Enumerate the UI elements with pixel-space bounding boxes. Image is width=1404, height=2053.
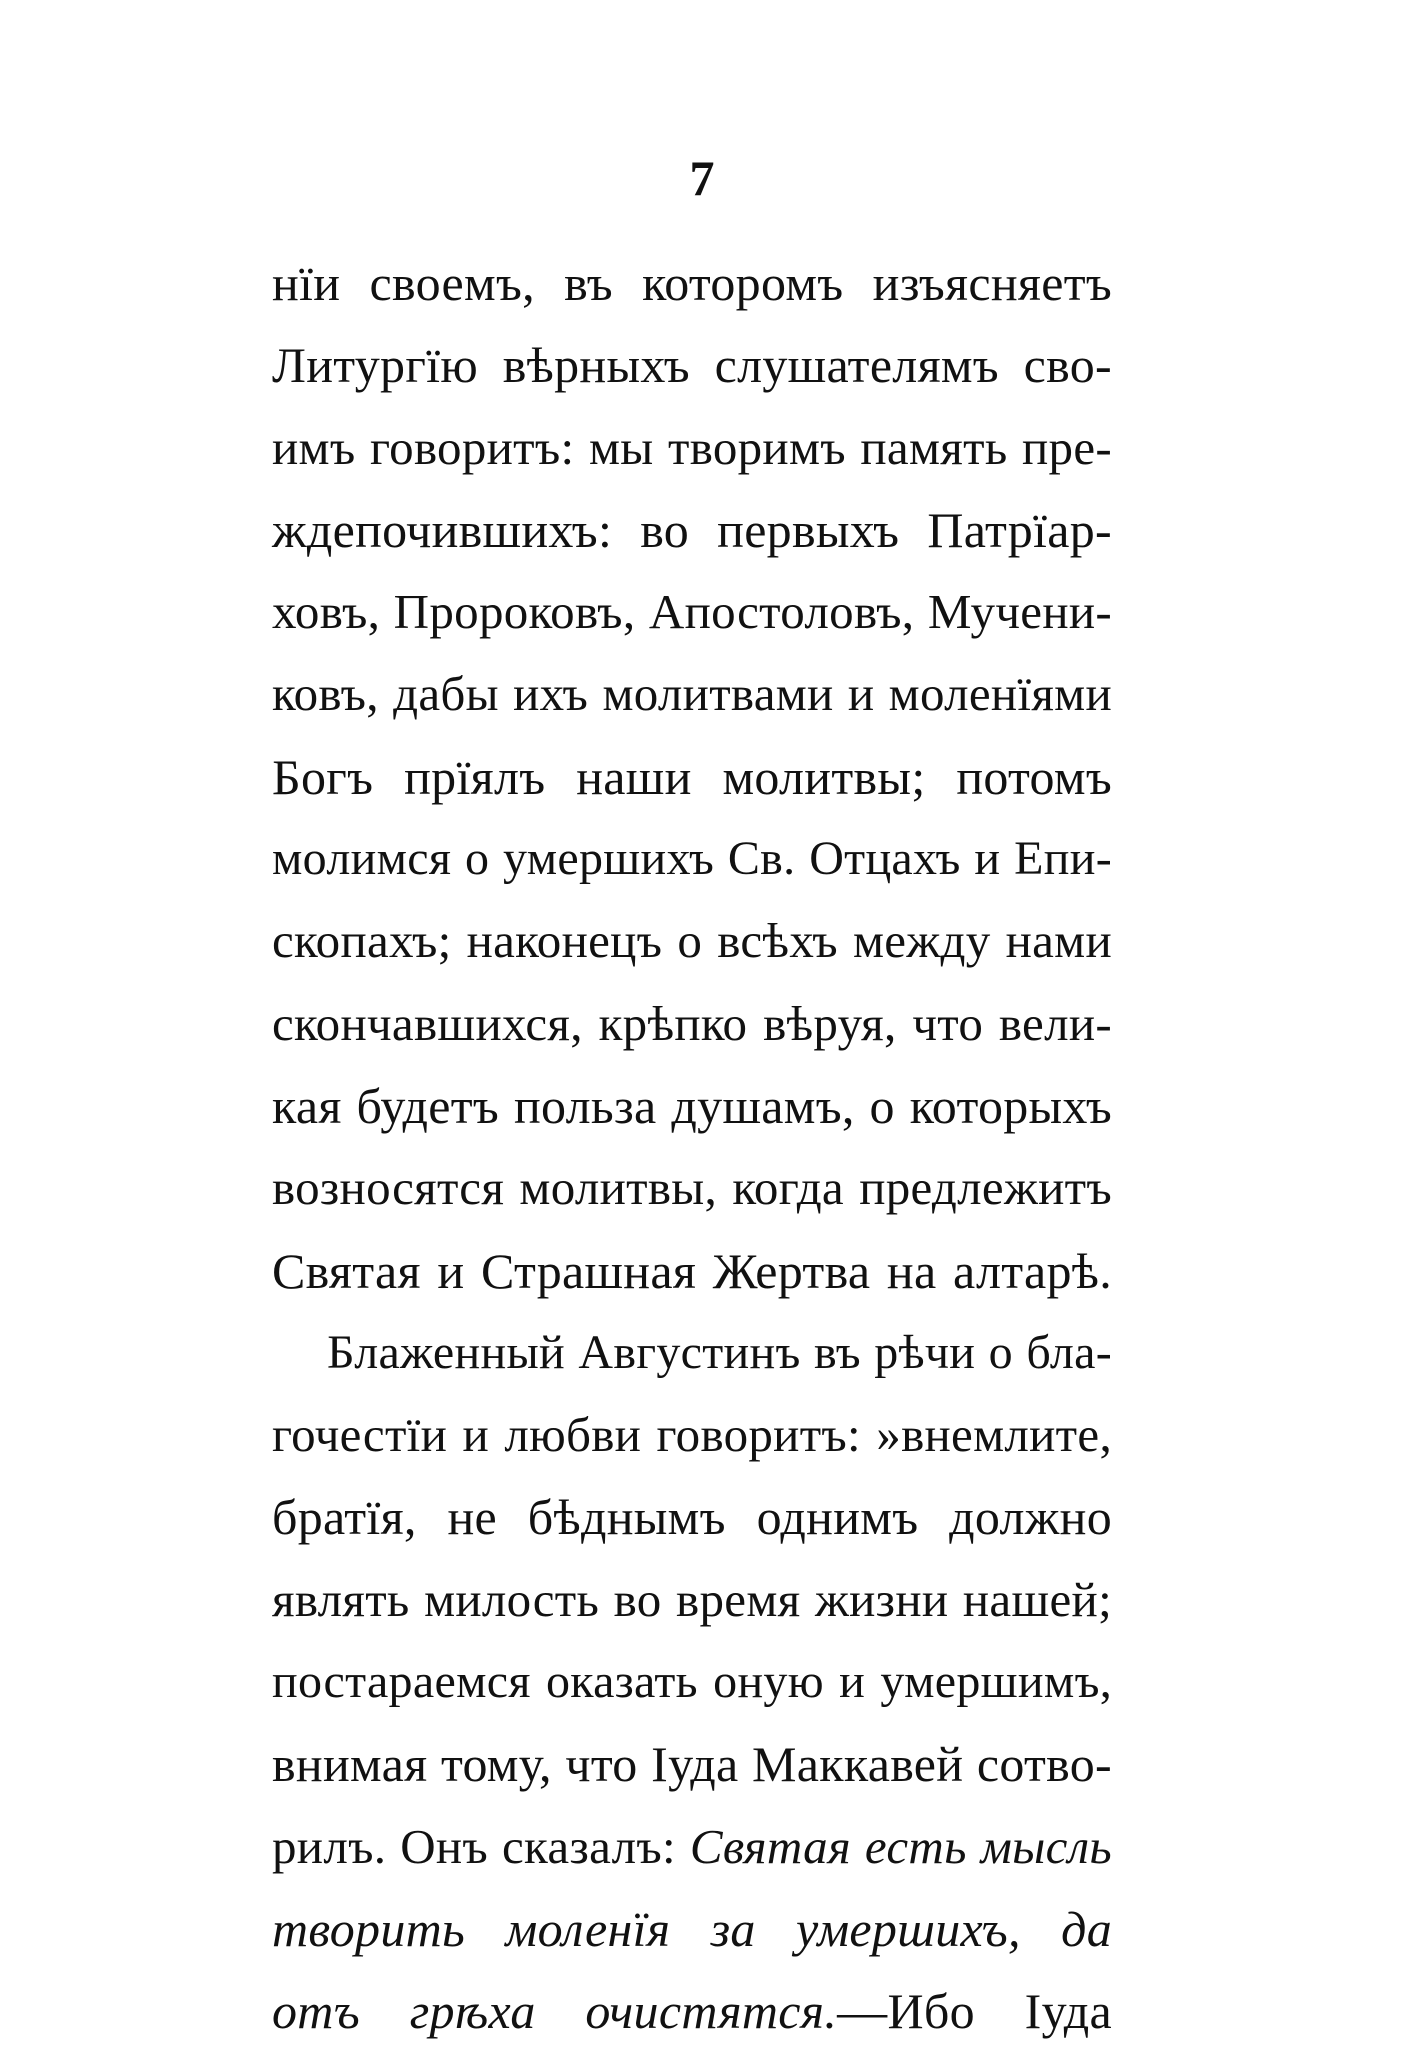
text-line: скопахъ; наконецъ о всѣхъ между нами: [272, 913, 1112, 969]
text-line: Литургїю вѣрныхъ слушателямъ сво-: [272, 337, 1112, 394]
text-line: ждепочившихъ: во первыхъ Патрїар-: [272, 501, 1112, 558]
text-line: Святая и Страшная Жертва на алтарѣ.: [272, 1242, 1112, 1299]
quotation-italic: творить моленїя за умершихъ, да: [272, 1900, 1112, 1957]
text-line: молимся о умершихъ Св. Отцахъ и Епи-: [272, 832, 1112, 886]
quotation-italic: отъ грѣха очистятся.: [272, 1983, 838, 2040]
page-number: 7: [689, 150, 715, 206]
text-line: гочестїи и любви говоритъ: »внемлите,: [272, 1407, 1112, 1463]
text-line: скончавшихся, крѣпко вѣруя, что вели-: [272, 995, 1112, 1051]
text-line: [272, 1970, 1112, 2052]
text-line: [272, 1888, 1112, 1970]
text-line: постараемся оказать оную и умершимъ,: [272, 1655, 1112, 1709]
plain-text: рилъ. Онъ сказалъ:: [272, 1818, 690, 1874]
quotation-italic: Святая есть мысль: [689, 1818, 1112, 1874]
paragraph-start-line: Блаженный Августинъ въ рѣчи о бла-: [327, 1325, 1112, 1379]
text-line: ховъ, Пророковъ, Апостоловъ, Мучени-: [272, 584, 1112, 640]
text-line: Богъ прїялъ наши молитвы; потомъ: [272, 748, 1112, 805]
text-line: кая будетъ польза душамъ, о которыхъ: [272, 1077, 1112, 1134]
text-line: являть милость во время жизни нашей;: [272, 1571, 1112, 1627]
text-line: возносятся молитвы, когда предлежитъ: [272, 1160, 1112, 1216]
plain-text: —Ибо Іуда: [837, 1983, 1112, 2040]
body-text: [272, 242, 1112, 2053]
text-line: внимая тому, что Іуда Маккавей сотво-: [272, 1736, 1112, 1793]
text-line: ковъ, дабы ихъ молитвами и моленїями: [272, 666, 1112, 722]
text-line: [272, 1806, 1112, 1888]
text-line: имъ говоритъ: мы творимъ память пре-: [272, 419, 1112, 475]
text-line: нїи своемъ, въ которомъ изъясняетъ: [272, 255, 1112, 311]
text-line: братїя, не бѣднымъ однимъ должно: [272, 1489, 1112, 1546]
